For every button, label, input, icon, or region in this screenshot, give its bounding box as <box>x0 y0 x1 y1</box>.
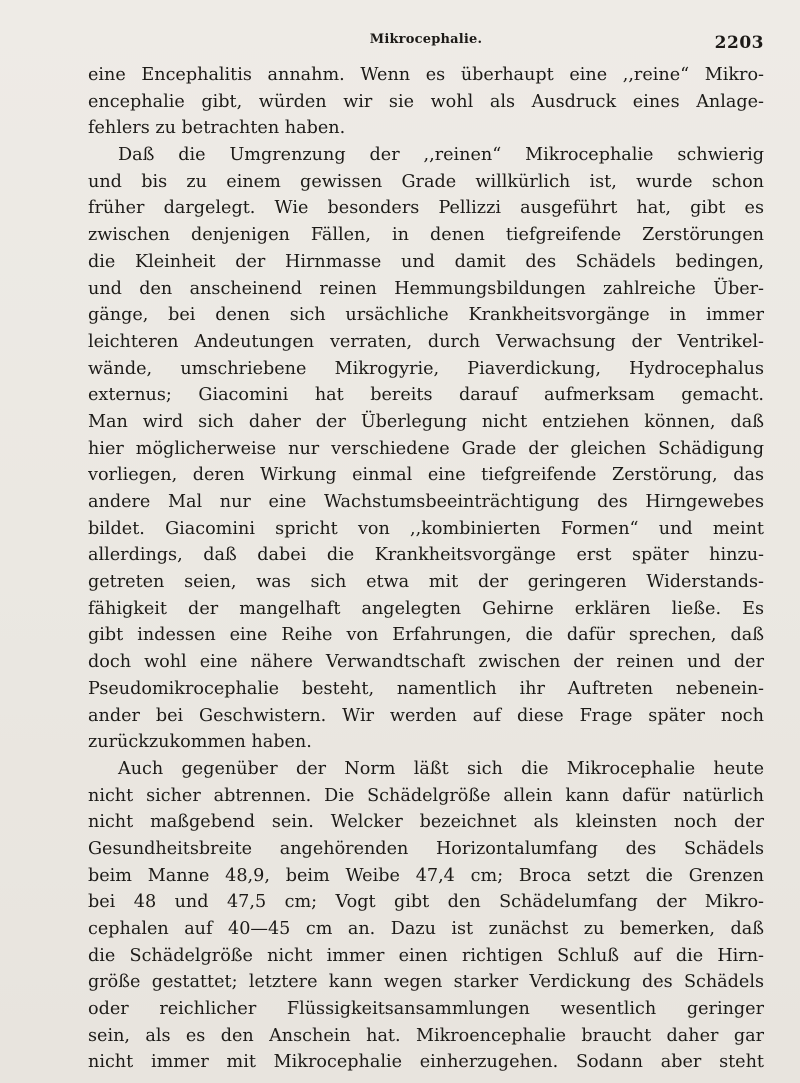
text-line: externus; Giacomini hat bereits darauf aufmerksam gemacht. <box>88 385 764 406</box>
text-line: fähigkeit der mangelhaft angelegten Gehirne erklären ließe. Es <box>88 598 764 619</box>
text-line: sein, als es den Anschein hat. Mikroencephalie braucht daher gar <box>88 1025 764 1046</box>
text-line: und den anscheinend reinen Hemmungsbildungen zahlreiche Über- <box>88 278 764 299</box>
text-line: und bis zu einem gewissen Grade willkürlich ist, wurde schon <box>88 171 764 192</box>
text-line: früher dargelegt. Wie besonders Pellizzi ausgeführt hat, gibt es <box>88 198 764 219</box>
text-line: nicht maßgebend sein. Welcker bezeichnet als kleinsten noch der <box>88 812 764 833</box>
text-line: Auch gegenüber der Norm läßt sich die Mikrocephalie heute <box>118 758 764 779</box>
text-line: eine Encephalitis annahm. Wenn es überhaupt eine ,,reine“ Mikro- <box>88 65 764 85</box>
text-line: vorliegen, deren Wirkung einmal eine tiefgreifende Zerstörung, das <box>88 465 764 486</box>
text-line: cephalen auf 40—45 cm an. Dazu ist zunächst zu bemerken, daß <box>88 919 764 939</box>
text-line: fehlers zu betrachten haben. <box>88 118 346 139</box>
body-text <box>88 62 764 1076</box>
text-line: die Kleinheit der Hirnmasse und damit des Schädels bedingen, <box>88 251 764 272</box>
text-line: gibt indessen eine Reihe von Erfahrungen, die dafür sprechen, daß <box>88 625 764 646</box>
text-line: zurückzukommen haben. <box>88 732 312 753</box>
text-line: wände, umschriebene Mikrogyrie, Piaverdickung, Hydrocephalus <box>88 358 764 379</box>
text-line: die Schädelgröße nicht immer einen richtigen Schluß auf die Hirn- <box>88 945 764 966</box>
text-line: bei 48 und 47,5 cm; Vogt gibt den Schädelumfang der Mikro- <box>88 892 764 913</box>
text-line: doch wohl eine nähere Verwandtschaft zwischen der reinen und der <box>88 652 764 673</box>
text-line: beim Manne 48,9, beim Weibe 47,4 cm; Broca setzt die Grenzen <box>88 865 764 886</box>
text-line: andere Mal nur eine Wachstumsbeeinträchtigung des Hirngewebes <box>88 492 764 512</box>
text-line: Daß die Umgrenzung der ,,reinen“ Mikrocephalie schwierig <box>118 145 764 166</box>
page-number: 2203 <box>714 33 764 53</box>
text-line: encephalie gibt, würden wir sie wohl als Ausdruck eines Anlage- <box>88 91 764 112</box>
text-line: getreten seien, was sich etwa mit der geringeren Widerstands- <box>88 572 764 593</box>
text-line: nicht sicher abtrennen. Die Schädelgröße allein kann dafür natürlich <box>88 785 764 806</box>
text-line: Man wird sich daher der Überlegung nicht entziehen können, daß <box>88 411 764 432</box>
text-line: bildet. Giacomini spricht von ,,kombinierten Formen“ und meint <box>88 518 764 539</box>
text-line: leichteren Andeutungen verraten, durch Verwachsung der Ventrikel- <box>88 331 764 352</box>
text-line: gänge, bei denen sich ursächliche Krankheitsvorgänge in immer <box>88 305 764 326</box>
running-head <box>88 32 764 56</box>
text-line: Gesundheitsbreite angehörenden Horizontalumfang des Schädels <box>88 838 764 859</box>
text-line: allerdings, daß dabei die Krankheitsvorgänge erst später hinzu- <box>88 545 764 566</box>
running-head-title: Mikrocephalie. <box>369 32 483 47</box>
text-line: oder reichlicher Flüssigkeitsansammlungen wesentlich geringer <box>88 999 764 1020</box>
text-line: hier möglicherweise nur verschiedene Grade der gleichen Schädigung <box>88 438 764 459</box>
text-line: Pseudomikrocephalie besteht, namentlich ihr Auftreten nebenein- <box>88 678 764 699</box>
text-line: ander bei Geschwistern. Wir werden auf diese Frage später noch <box>88 705 764 726</box>
text-line: nicht immer mit Mikrocephalie einherzugehen. Sodann aber steht <box>88 1052 764 1073</box>
text-line: größe gestattet; letztere kann wegen starker Verdickung des Schädels <box>88 972 764 993</box>
text-line: zwischen denjenigen Fällen, in denen tiefgreifende Zerstörungen <box>88 225 764 246</box>
